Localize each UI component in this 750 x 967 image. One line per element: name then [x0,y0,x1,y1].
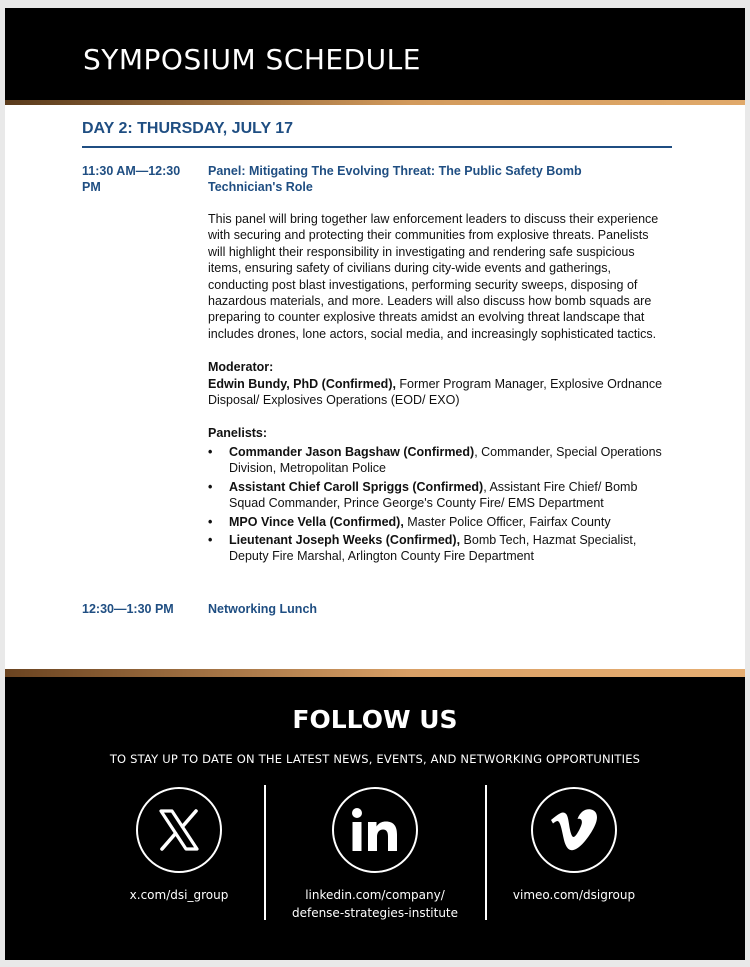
vimeo-link[interactable]: vimeo.com/dsigroup [512,888,636,902]
panelist-name: Commander Jason Bagshaw (Confirmed) [229,444,475,459]
footer-follow-us [5,677,745,960]
panelist-role: Bomb Tech, Hazmat Specialist, Deputy Fire Marshal, Arlington County Fire Department [229,532,637,564]
panelist-name: MPO Vince Vella (Confirmed), [229,514,404,529]
panelist-role: , Commander, Special Operations Division, Metropolitan Police [229,444,662,476]
moderator-role: Former Program Manager, Explosive Ordnance Disposal/ Explosives Operations (EOD/ EXO) [208,376,663,408]
moderator-name: Edwin Bundy, PhD (Confirmed), [208,376,396,391]
session-title: Networking Lunch [208,602,318,616]
social-linkedin[interactable] [275,787,475,922]
vimeo-logo-icon[interactable] [531,787,617,873]
panelist-name: Lieutenant Joseph Weeks (Confirmed), [229,532,461,547]
footer-accent-stripe [5,669,745,677]
session-title: Panel: Mitigating The Evolving Threat: The Public Safety Bomb Technician's Role [208,164,582,194]
follow-us-heading: FOLLOW US [292,705,458,734]
session-time: 12:30—1:30 PM [82,602,174,616]
header-accent-stripe [5,100,745,105]
x-link[interactable]: x.com/dsi_group [129,888,229,902]
session-time: 11:30 AM—12:30 PM [82,164,181,194]
session-description: This panel will bring together law enforcement leaders to discuss their experience with securing and protecting their communities from explosive threats. Panelists will highlight their responsibility in investigating and rendering safe suspicious items, ensuring safety of civilians during city-wide events and gatherings, conducting post blast investigations, performing security sweeps, disposing of hazardous materials, and more. Leaders will also discuss how bomb squads are preparing to counter explosive threats amidst an evolving threat landscape that includes drones, lone actors, social media, and increasingly sophisticated tactics. [208,212,659,341]
day-divider [82,146,672,148]
list-item: • Lieutenant Joseph Weeks (Confirmed), Bomb Tech, Hazmat Specialist, Deputy Fire Marshal, Arlington County Fire Department [208,532,637,564]
panelists-list [208,444,668,565]
header-banner [5,8,745,100]
page-title: SYMPOSIUM SCHEDULE [83,43,421,76]
linkedin-link[interactable]: linkedin.com/company/ defense-strategies-institute [291,888,459,920]
social-vimeo[interactable] [474,787,674,904]
list-item: • Commander Jason Bagshaw (Confirmed), Commander, Special Operations Division, Metropolitan Police [208,444,662,476]
x-logo-icon[interactable] [136,787,222,873]
moderator-entry [208,376,668,409]
session-details [208,211,668,565]
list-item: • Assistant Chief Caroll Spriggs (Confirmed), Assistant Fire Chief/ Bomb Squad Commander, Prince George's County Fire/ EMS Department [208,479,638,511]
panelists-label: Panelists: [208,426,268,441]
panelist-role: Master Police Officer, Fairfax County [403,514,611,529]
panelist-role: , Assistant Fire Chief/ Bomb Squad Commander, Prince George's County Fire/ EMS Department [229,479,638,511]
follow-us-subtitle: TO STAY UP TO DATE ON THE LATEST NEWS, EVENTS, AND NETWORKING OPPORTUNITIES [109,752,641,766]
moderator-label: Moderator: [208,360,274,375]
schedule-page [5,8,745,960]
social-divider [264,785,266,920]
list-item: • MPO Vince Vella (Confirmed), Master Police Officer, Fairfax County [208,514,611,529]
day-heading: DAY 2: THURSDAY, JULY 17 [82,120,294,137]
social-x[interactable] [79,787,279,904]
panelist-name: Assistant Chief Caroll Spriggs (Confirmed) [229,479,484,494]
linkedin-logo-icon[interactable] [332,787,418,873]
